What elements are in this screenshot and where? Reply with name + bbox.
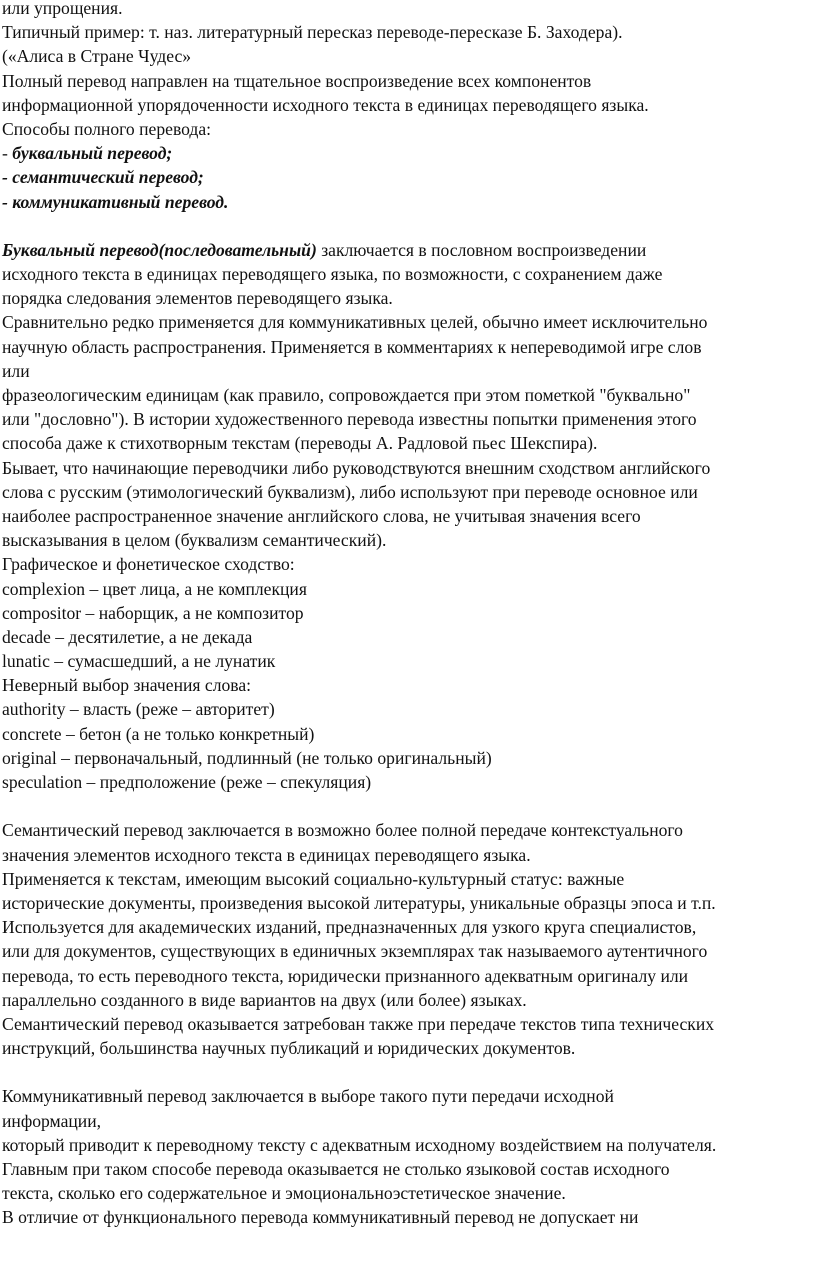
text-line: значения элементов исходного текста в единицах переводящего языка. bbox=[2, 844, 531, 865]
list-item bbox=[2, 190, 816, 214]
text-line: который приводит к переводному тексту с адекватным исходному воздействием на получателя. bbox=[2, 1134, 717, 1155]
literal-section bbox=[2, 238, 816, 794]
paragraph-gap bbox=[2, 1060, 816, 1084]
text-line: («Алиса в Стране Чудес» bbox=[2, 46, 192, 67]
text-line: слова с русским (этимологический буквализм), либо используют при переводе основное или bbox=[2, 481, 698, 502]
text-line: высказывания в целом (буквализм семантический). bbox=[2, 530, 387, 551]
example-line: compositor – наборщик, а не композитор bbox=[2, 602, 304, 623]
text-line: перевода, то есть переводного текста, юридически признанного адекватным оригиналу или bbox=[2, 965, 689, 986]
example-line: original – первоначальный, подлинный (не только оригинальный) bbox=[2, 747, 492, 768]
example-line: authority – власть (реже – авторитет) bbox=[2, 699, 275, 720]
text-line: способа даже к стихотворным текстам (переводы А. Радловой пьес Шекспира). bbox=[2, 433, 598, 454]
text-line: Бывает, что начинающие переводчики либо руководствуются внешним сходством английского bbox=[2, 457, 711, 478]
text-line: порядка следования элементов переводящего языка. bbox=[2, 288, 393, 309]
text-line: Применяется к текстам, имеющим высокий социально-культурный статус: важные bbox=[2, 868, 625, 889]
method-name: коммуникативный перевод. bbox=[12, 191, 229, 212]
document-page bbox=[2, 0, 816, 1230]
text-line: фразеологическим единицам (как правило, сопровождается при этом пометкой "буквально" bbox=[2, 385, 691, 405]
example-line: lunatic – сумасшедший, а не лунатик bbox=[2, 651, 276, 672]
text-line: или упрощения. bbox=[2, 0, 123, 18]
text-line: исторические документы, произведения высокой литературы, уникальные образцы эпоса и т.п. bbox=[2, 892, 716, 913]
text-line: Типичный пример: т. наз. литературный пересказ переводе-пересказе Б. Заходера). bbox=[2, 22, 623, 43]
text-line: текста, сколько его содержательное и эмоциональноэстетическое значение. bbox=[2, 1183, 566, 1204]
example-line: complexion – цвет лица, а не комплекция bbox=[2, 578, 307, 599]
text-line: или для документов, существующих в единичных экземплярах так называемого аутентичного bbox=[2, 941, 708, 962]
text-line: информационной упорядоченности исходного текста в единицах переводящего языка. bbox=[2, 94, 649, 115]
text-line: Коммуникативный перевод заключается в выборе такого пути передачи исходной bbox=[2, 1086, 614, 1107]
communicative-section bbox=[2, 1084, 816, 1229]
text-line: Используется для академических изданий, предназначенных для узкого круга специалистов, bbox=[2, 917, 697, 938]
text-line: исходного текста в единицах переводящего языка, по возможности, с сохранением даже bbox=[2, 264, 663, 285]
list-item bbox=[2, 141, 816, 165]
text-line: научную область распространения. Применяется в комментариях к непереводимой игре слов bbox=[2, 336, 702, 357]
list-dash: - bbox=[2, 143, 13, 164]
literal-first-line-rest: заключается в пословном воспроизведении bbox=[316, 239, 647, 260]
list-dash: - bbox=[2, 191, 13, 212]
text-line bbox=[2, 238, 816, 262]
text-line: информации, bbox=[2, 1110, 102, 1131]
example-line: decade – десятилетие, а не декада bbox=[2, 626, 253, 647]
text-line: Полный перевод направлен на тщательное воспроизведение всех компонентов bbox=[2, 70, 592, 91]
paragraph-gap bbox=[2, 794, 816, 818]
literal-term: Буквальный перевод(последовательный) bbox=[2, 239, 317, 260]
paragraph-gap bbox=[2, 214, 816, 238]
text-line: параллельно созданного в виде вариантов на двух (или более) языках. bbox=[2, 989, 527, 1010]
list-item bbox=[2, 165, 816, 189]
text-line: Семантический перевод оказывается затребован также при передаче текстов типа технических bbox=[2, 1013, 715, 1034]
list-dash: - bbox=[2, 167, 13, 188]
example-line: speculation – предположение (реже – спекуляция) bbox=[2, 772, 372, 792]
text-line: Семантический перевод заключается в возможно более полной передаче контекстуального bbox=[2, 820, 683, 841]
text-line: Графическое и фонетическое сходство: bbox=[2, 554, 295, 575]
example-line: concrete – бетон (а не только конкретный) bbox=[2, 723, 315, 744]
semantic-section bbox=[2, 818, 816, 1060]
text-line: наиболее распространенное значение английского слова, не учитывая значения всего bbox=[2, 505, 641, 526]
method-name: семантический перевод; bbox=[12, 167, 204, 188]
text-line: Сравнительно редко применяется для коммуникативных целей, обычно имеет исключительно bbox=[2, 312, 708, 333]
text-line: Способы полного перевода: bbox=[2, 118, 212, 139]
intro-block bbox=[2, 0, 816, 141]
methods-list bbox=[2, 141, 816, 214]
method-name: буквальный перевод; bbox=[12, 143, 173, 164]
text-line: инструкций, большинства научных публикаций и юридических документов. bbox=[2, 1038, 576, 1059]
text-line: Главным при таком способе перевода оказывается не столько языковой состав исходного bbox=[2, 1159, 670, 1179]
text-line: или bbox=[2, 360, 30, 381]
text-line: или "дословно"). В истории художественного перевода известны попытки применения этого bbox=[2, 409, 697, 430]
text-line: В отличие от функционального перевода коммуникативный перевод не допускает ни bbox=[2, 1207, 639, 1228]
text-line: Неверный выбор значения слова: bbox=[2, 675, 252, 696]
